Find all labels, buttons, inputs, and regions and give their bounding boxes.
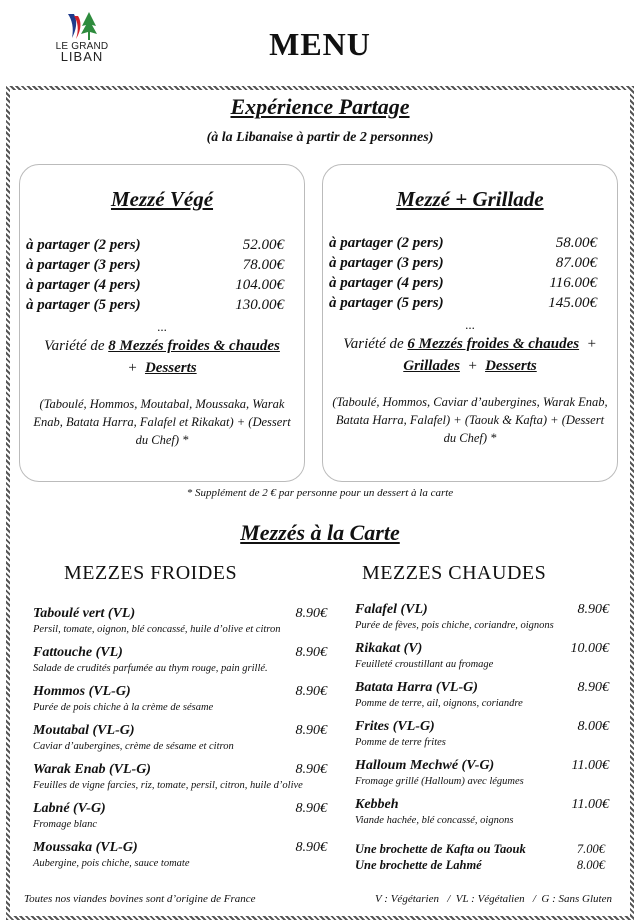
price-label: à partager (2 pers) [26,237,141,253]
item-price: 8.90€ [577,602,609,617]
item-description: Feuilles de vigne farcies, riz, tomate, persil, citron, huile d’olive [33,780,303,791]
item-description: Pomme de terre, ail, oignons, coriandre [355,698,523,709]
item-description: Feuilleté croustillant au fromage [355,659,494,670]
price-label: à partager (4 pers) [329,275,444,291]
formula-price-row [323,275,617,295]
price-value: 87.00€ [555,255,597,271]
formula-detail: (Taboulé, Hommos, Moutabal, Moussaka, Warak Enab, Batata Harra, Falafel et Rikakat) + (Dessert du Chef) * [33,397,291,447]
formula-price-row [323,255,617,275]
meat-origin-note: Toutes nos viandes bovines sont d’origine de France [24,893,256,905]
item-description: Persil, tomate, oignon, blé concassé, huile d’olive et citron [33,624,281,635]
page-title: MENU [269,26,371,62]
item-price: 8.00€ [576,858,605,872]
item-name: Halloum Mechwé (V-G) [355,758,495,773]
item-description: Caviar d’aubergines, crème de sésame et citron [33,741,234,752]
menu-item [355,680,609,716]
froides-title: MEZZES FROIDES [64,562,238,584]
variety-prefix: Variété de [44,338,105,354]
menu-item [355,602,609,638]
ellipsis: ... [465,317,475,332]
item-price: 8.90€ [295,762,327,777]
variety-plus: + [127,360,138,376]
variety-plus-2: + [467,358,478,374]
formula-price-row [20,277,304,297]
menu-item [355,758,609,794]
formula-variety [26,335,298,379]
item-name: Rikakat (V) [355,641,423,656]
menu-item [33,684,327,720]
formula-price-row [323,295,617,315]
item-price: 8.90€ [295,645,327,660]
price-value: 58.00€ [555,235,597,251]
variety-main: 8 Mezzés froides & chaudes [108,338,280,354]
item-name: Labné (V-G) [33,801,106,816]
item-description: Pomme de terre frites [355,737,446,748]
item-price: 10.00€ [570,641,609,656]
price-label: à partager (3 pers) [26,257,141,273]
item-price: 8.90€ [577,680,609,695]
item-name: Une brochette de Kafta ou Taouk [355,842,526,856]
price-value: 145.00€ [548,295,597,311]
item-price: 8.90€ [295,684,327,699]
price-value: 104.00€ [235,277,284,293]
price-label: à partager (5 pers) [26,297,141,313]
item-name: Moussaka (VL-G) [33,840,138,855]
formula-price-row [20,297,304,317]
item-name: Une brochette de Lahmé [355,858,482,872]
variety-main: 6 Mezzés froides & chaudes [407,336,580,352]
logo-line-1: LE GRAND [55,41,109,52]
formula-box-grillade [322,164,618,482]
price-value: 116.00€ [549,275,597,291]
variety-grillades: Grillades [403,358,460,374]
item-price: 8.90€ [295,606,327,621]
variety-desserts: Desserts [144,360,197,376]
item-name: Taboulé vert (VL) [33,606,136,621]
variety-prefix: Variété de [343,336,404,352]
item-name: Kebbeh [355,797,399,812]
item-price: 8.90€ [295,840,327,855]
item-description: Purée de pois chiche à la crème de sésame [33,702,214,713]
price-label: à partager (5 pers) [329,295,444,311]
price-value: 78.00€ [242,257,284,273]
price-label: à partager (3 pers) [329,255,444,271]
item-description: Fromage grillé (Halloum) avec légumes [355,776,524,787]
item-name: Moutabal (VL-G) [33,723,135,738]
menu-item [355,797,609,833]
item-name: Batata Harra (VL-G) [355,680,478,695]
partage-title: Expérience Partage [230,94,410,119]
formula-title: Mezzé Végé [110,187,214,211]
item-description: Salade de crudités parfumée au thym rouge, pain grillé. [33,663,268,674]
menu-item [355,641,609,677]
price-label: à partager (2 pers) [329,235,444,251]
formula-detail: (Taboulé, Hommos, Caviar d’aubergines, Warak Enab, Batata Harra, Falafel) + (Taouk & Kafta) + (Dessert du Chef) * [332,395,608,445]
variety-plus: + [586,336,597,352]
chaudes-title: MEZZES CHAUDES [362,562,547,584]
diet-legend: V : Végétarien / VL : Végétalien / G : Sans Gluten [375,893,612,905]
menu-item [33,801,327,837]
formula-title: Mezzé + Grillade [396,187,544,211]
logo-line-2: LIBAN [60,49,104,64]
supplement-note: * Supplément de 2 € par personne pour un dessert à la carte [186,487,454,499]
item-price: 8.90€ [295,801,327,816]
item-name: Warak Enab (VL-G) [33,762,151,777]
menu-item [33,606,327,642]
brochette-item [355,842,605,858]
menu-item [33,723,327,759]
item-name: Falafel (VL) [355,602,428,617]
menu-item [33,645,327,681]
formula-price-row [20,237,304,257]
partage-subtitle: (à la Libanaise à partir de 2 personnes) [206,130,434,145]
item-name: Fattouche (VL) [33,645,123,660]
item-price: 11.00€ [571,797,609,812]
item-price: 8.00€ [577,719,609,734]
item-price: 8.90€ [295,723,327,738]
item-description: Viande hachée, blé concassé, oignons [355,815,514,826]
formula-price-row [20,257,304,277]
price-label: à partager (4 pers) [26,277,141,293]
brochette-item [355,858,605,874]
item-price: 7.00€ [576,842,605,856]
carte-title: Mezzés à la Carte [240,520,400,545]
price-value: 52.00€ [242,237,284,253]
formula-box-vege [19,164,305,482]
formula-price-row [323,235,617,255]
item-description: Purée de fèves, pois chiche, coriandre, oignons [355,620,554,631]
item-description: Fromage blanc [33,819,98,830]
item-name: Hommos (VL-G) [33,684,131,699]
menu-item [355,719,609,755]
formula-variety [329,333,611,377]
item-name: Frites (VL-G) [355,719,435,734]
ellipsis: ... [157,319,167,334]
item-description: Aubergine, pois chiche, sauce tomate [33,858,190,869]
variety-desserts: Desserts [485,358,537,374]
item-price: 11.00€ [571,758,609,773]
price-value: 130.00€ [235,297,284,313]
menu-item [33,762,327,798]
menu-item [33,840,327,876]
